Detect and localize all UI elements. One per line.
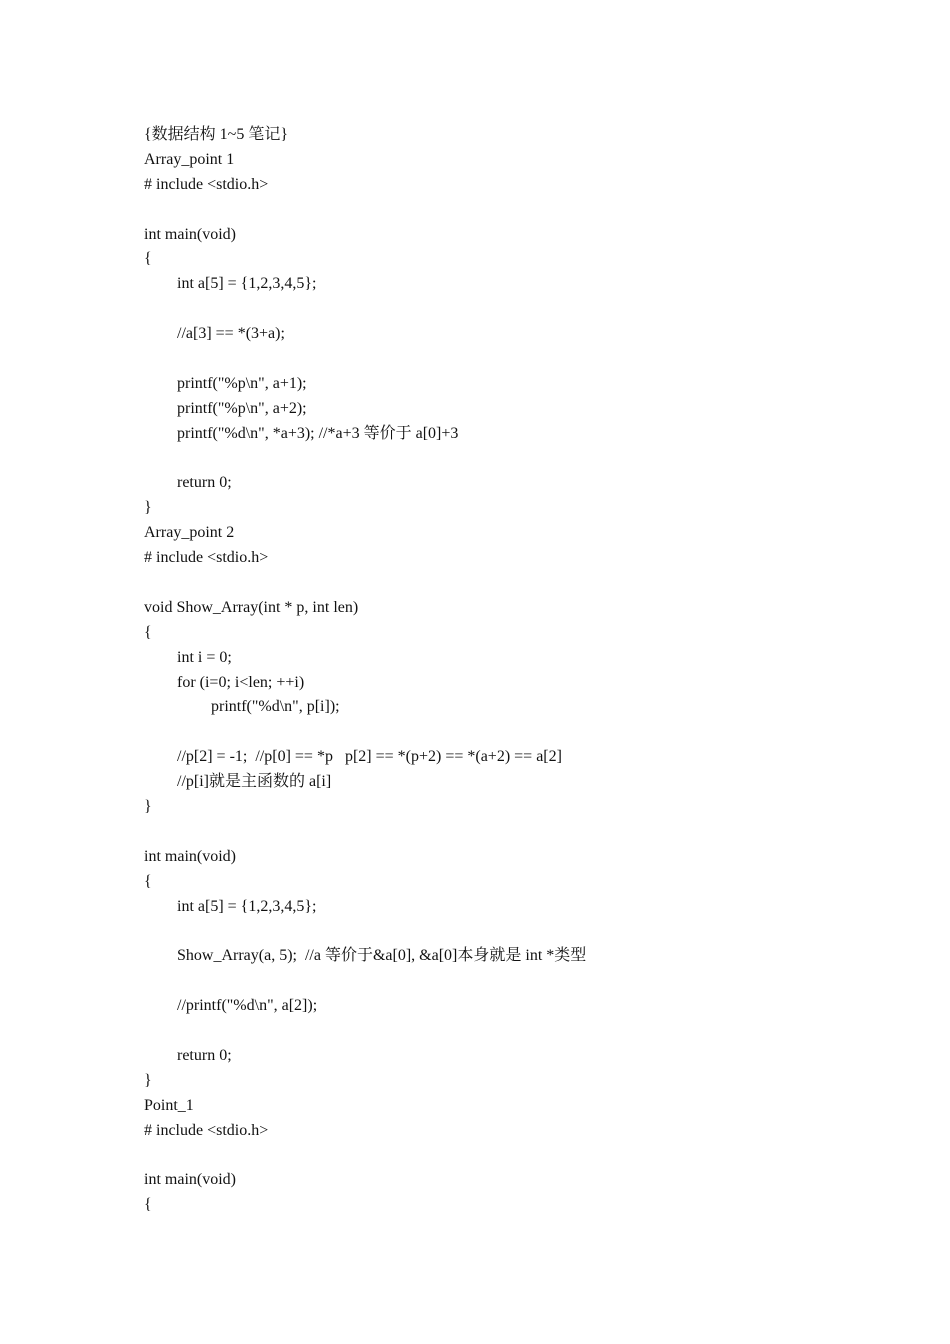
blank-line bbox=[144, 920, 844, 945]
text-line: printf("%d\n", p[i]); bbox=[211, 698, 340, 716]
blank-line bbox=[144, 571, 844, 596]
blank-line bbox=[144, 347, 844, 372]
document-body bbox=[144, 123, 844, 1218]
text-line: for (i=0; i<len; ++i) bbox=[177, 673, 305, 691]
text-line: //printf("%d\n", a[2]); bbox=[177, 997, 318, 1015]
text-line: //a[3] == *(3+a); bbox=[177, 325, 285, 343]
text-line: } bbox=[144, 1071, 152, 1089]
blank-line bbox=[144, 820, 844, 845]
text-line: Point_1 bbox=[144, 1096, 194, 1114]
text-line: int i = 0; bbox=[177, 648, 232, 666]
text-line: //p[2] = -1; //p[0] == *p p[2] == *(p+2) == *(a+2) == a[2] bbox=[177, 748, 562, 766]
text-line: Array_point 2 bbox=[144, 524, 235, 542]
text-line: { bbox=[144, 623, 152, 641]
blank-line bbox=[144, 969, 844, 994]
blank-line bbox=[144, 198, 844, 223]
blank-line bbox=[144, 1019, 844, 1044]
blank-line bbox=[144, 720, 844, 745]
text-line: return 0; bbox=[177, 1046, 232, 1064]
text-line: printf("%d\n", *a+3); //*a+3 等价于 a[0]+3 bbox=[177, 424, 459, 442]
text-line: void Show_Array(int * p, int len) bbox=[144, 598, 359, 616]
text-line: # include <stdio.h> bbox=[144, 1121, 269, 1139]
text-line: int main(void) bbox=[144, 847, 236, 865]
text-line: {数据结构 1~5 笔记} bbox=[144, 126, 289, 143]
text-line: { bbox=[144, 872, 152, 890]
text-line: //p[i]就是主函数的 a[i] bbox=[177, 773, 332, 791]
text-line: { bbox=[144, 1196, 152, 1214]
text-line: int main(void) bbox=[144, 1171, 236, 1189]
text-line: Array_point 1 bbox=[144, 150, 235, 168]
text-line: } bbox=[144, 499, 152, 517]
text-line: return 0; bbox=[177, 474, 232, 492]
text-line: printf("%p\n", a+1); bbox=[177, 374, 307, 392]
text-line: int a[5] = {1,2,3,4,5}; bbox=[177, 897, 317, 915]
text-line: int main(void) bbox=[144, 225, 236, 243]
blank-line bbox=[144, 1144, 844, 1169]
text-line: # include <stdio.h> bbox=[144, 549, 269, 567]
blank-line bbox=[144, 447, 844, 472]
blank-line bbox=[144, 297, 844, 322]
text-line: int a[5] = {1,2,3,4,5}; bbox=[177, 275, 317, 293]
text-line: # include <stdio.h> bbox=[144, 175, 269, 193]
text-line: Show_Array(a, 5); //a 等价于&a[0], &a[0]本身就是 int *类型 bbox=[177, 947, 587, 965]
text-line: printf("%p\n", a+2); bbox=[177, 399, 307, 417]
text-line: } bbox=[144, 798, 152, 816]
text-line: { bbox=[144, 250, 152, 268]
